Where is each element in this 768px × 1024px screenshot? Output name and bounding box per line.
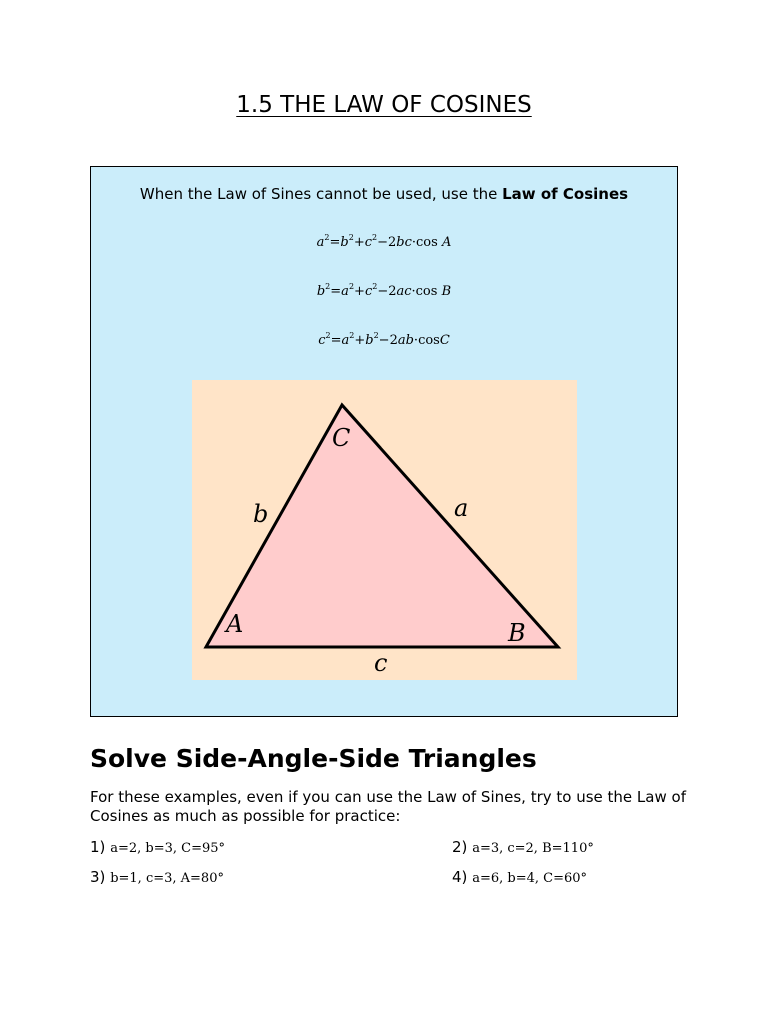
intro-text-plain: When the Law of Sines cannot be used, use the — [139, 185, 503, 203]
side-label-c: c — [374, 649, 388, 677]
side-label-a: a — [454, 494, 469, 522]
page-title: 1.5 THE LAW OF COSINES — [236, 92, 532, 118]
formula-a: $a^2=b^2+c^2-2bc\cdot\cos$ A — [316, 233, 452, 250]
intro-text — [91, 185, 677, 203]
example-4: 4) a=6, b=4, C=60° — [452, 868, 587, 886]
vertex-label-a: A — [226, 610, 244, 638]
example-3: 3) b=1, c=3, A=80° — [90, 868, 224, 886]
section-heading: Solve Side-Angle-Side Triangles — [90, 744, 537, 773]
triangle-figure — [192, 380, 577, 680]
intro-text-bold: Law of Cosines — [502, 185, 629, 203]
example-2: 2) a=3, c=2, B=110° — [452, 838, 594, 856]
side-label-b: b — [253, 500, 269, 528]
triangle-diagram — [192, 380, 577, 680]
instructions-paragraph: For these examples, even if you can use the Law of Sines, try to use the Law of Cosines as much as possible for practice: — [90, 788, 686, 825]
law-of-cosines-box — [90, 166, 678, 717]
formula-c: $c^2=a^2+b^2-2ab\cdot\cos C$ — [318, 331, 450, 348]
vertex-label-b: B — [508, 619, 526, 647]
example-1: 1) a=2, b=3, C=95° — [90, 838, 225, 856]
vertex-label-c: C — [332, 424, 351, 452]
formula-b: $b^2=a^2+c^2-2ac\cdot\cos$ B — [316, 282, 452, 299]
